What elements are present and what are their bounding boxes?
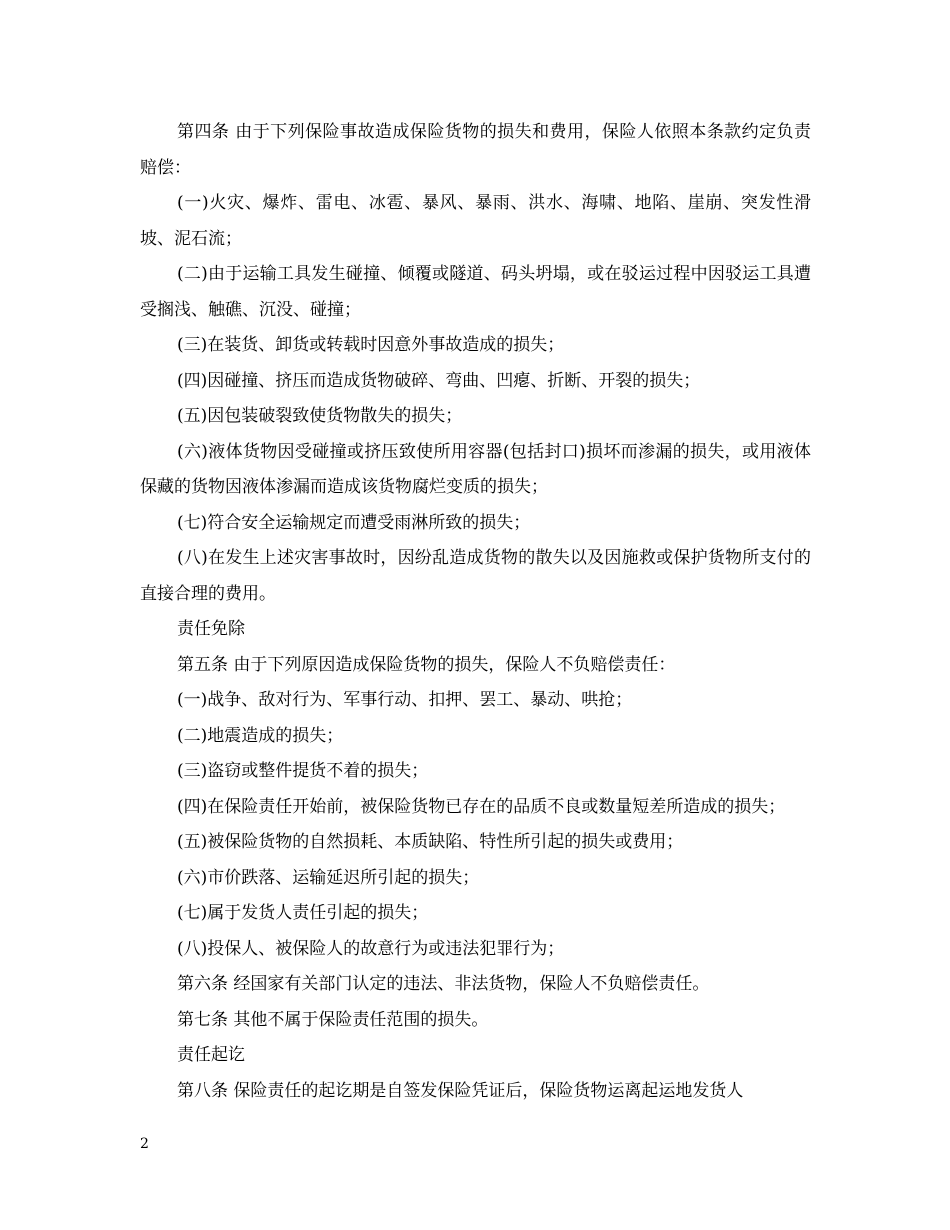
paragraph-exclusion-4: (四)在保险责任开始前，被保险货物已存在的品质不良或数量短差所造成的损失； [177,796,786,817]
paragraph-exclusion-7: (七)属于发货人责任引起的损失； [177,903,429,923]
page-number: 2 [140,1136,149,1152]
paragraph-exclusion-5: (五)被保险货物的自然损耗、本质缺陷、特性所引起的损失或费用； [177,832,684,852]
paragraph-exclusion-8: (八)投保人、被保险人的故意行为或违法犯罪行为； [177,938,565,959]
section-heading-exclusions: 责任免除 [177,619,245,639]
section-heading-coverage-period: 责任起讫 [177,1045,245,1065]
document-body [140,115,811,1109]
paragraph-item-2: (二)由于运输工具发生碰撞、倾覆或隧道、码头坍塌，或在驳运过程中因驳运工具遭受搁浅、触礁、沉没、碰撞； [140,264,811,320]
paragraph-article-7: 第七条 其他不属于保险责任范围的损失。 [177,1009,489,1030]
paragraph-article-6: 第六条 经国家有关部门认定的违法、非法货物，保险人不负赔偿责任。 [177,974,710,994]
paragraph-article-8: 第八条 保险责任的起讫期是自签发保险凭证后，保险货物运离起运地发货人 [177,1080,744,1101]
paragraph-item-8: (八)在发生上述灾害事故时，因纷乱造成货物的散失以及因施救或保护货物所支付的直接合理的费用。 [140,548,811,604]
paragraph-exclusion-2: (二)地震造成的损失； [177,725,344,746]
paragraph-exclusion-3: (三)盗窃或整件提货不着的损失； [177,761,429,781]
paragraph-item-6: (六)液体货物因受碰撞或挤压致使所用容器(包括封口)损坏而渗漏的损失，或用液体保藏的货物因液体渗漏而造成该货物腐烂变质的损失； [140,441,811,497]
paragraph-exclusion-6: (六)市价跌落、运输延迟所引起的损失； [177,867,480,888]
paragraph-item-7: (七)符合安全运输规定而遭受雨淋所致的损失； [177,512,531,533]
paragraph-article-5: 第五条 由于下列原因造成保险货物的损失，保险人不负赔偿责任： [177,654,676,675]
paragraph-item-4: (四)因碰撞、挤压而造成货物破碎、弯曲、凹瘪、折断、开裂的损失； [177,370,701,391]
paragraph-item-3: (三)在装货、卸货或转载时因意外事故造成的损失； [177,335,565,355]
paragraph-item-1: (一)火灾、爆炸、雷电、冰雹、暴风、暴雨、洪水、海啸、地陷、崖崩、突发性滑坡、泥石流； [140,193,811,249]
paragraph-item-5: (五)因包装破裂致使货物散失的损失； [177,406,463,426]
paragraph-exclusion-1: (一)战争、敌对行为、军事行动、扣押、罢工、暴动、哄抢； [177,690,633,710]
paragraph-article-4: 第四条 由于下列保险事故造成保险货物的损失和费用，保险人依照本条款约定负责赔偿： [140,122,811,178]
